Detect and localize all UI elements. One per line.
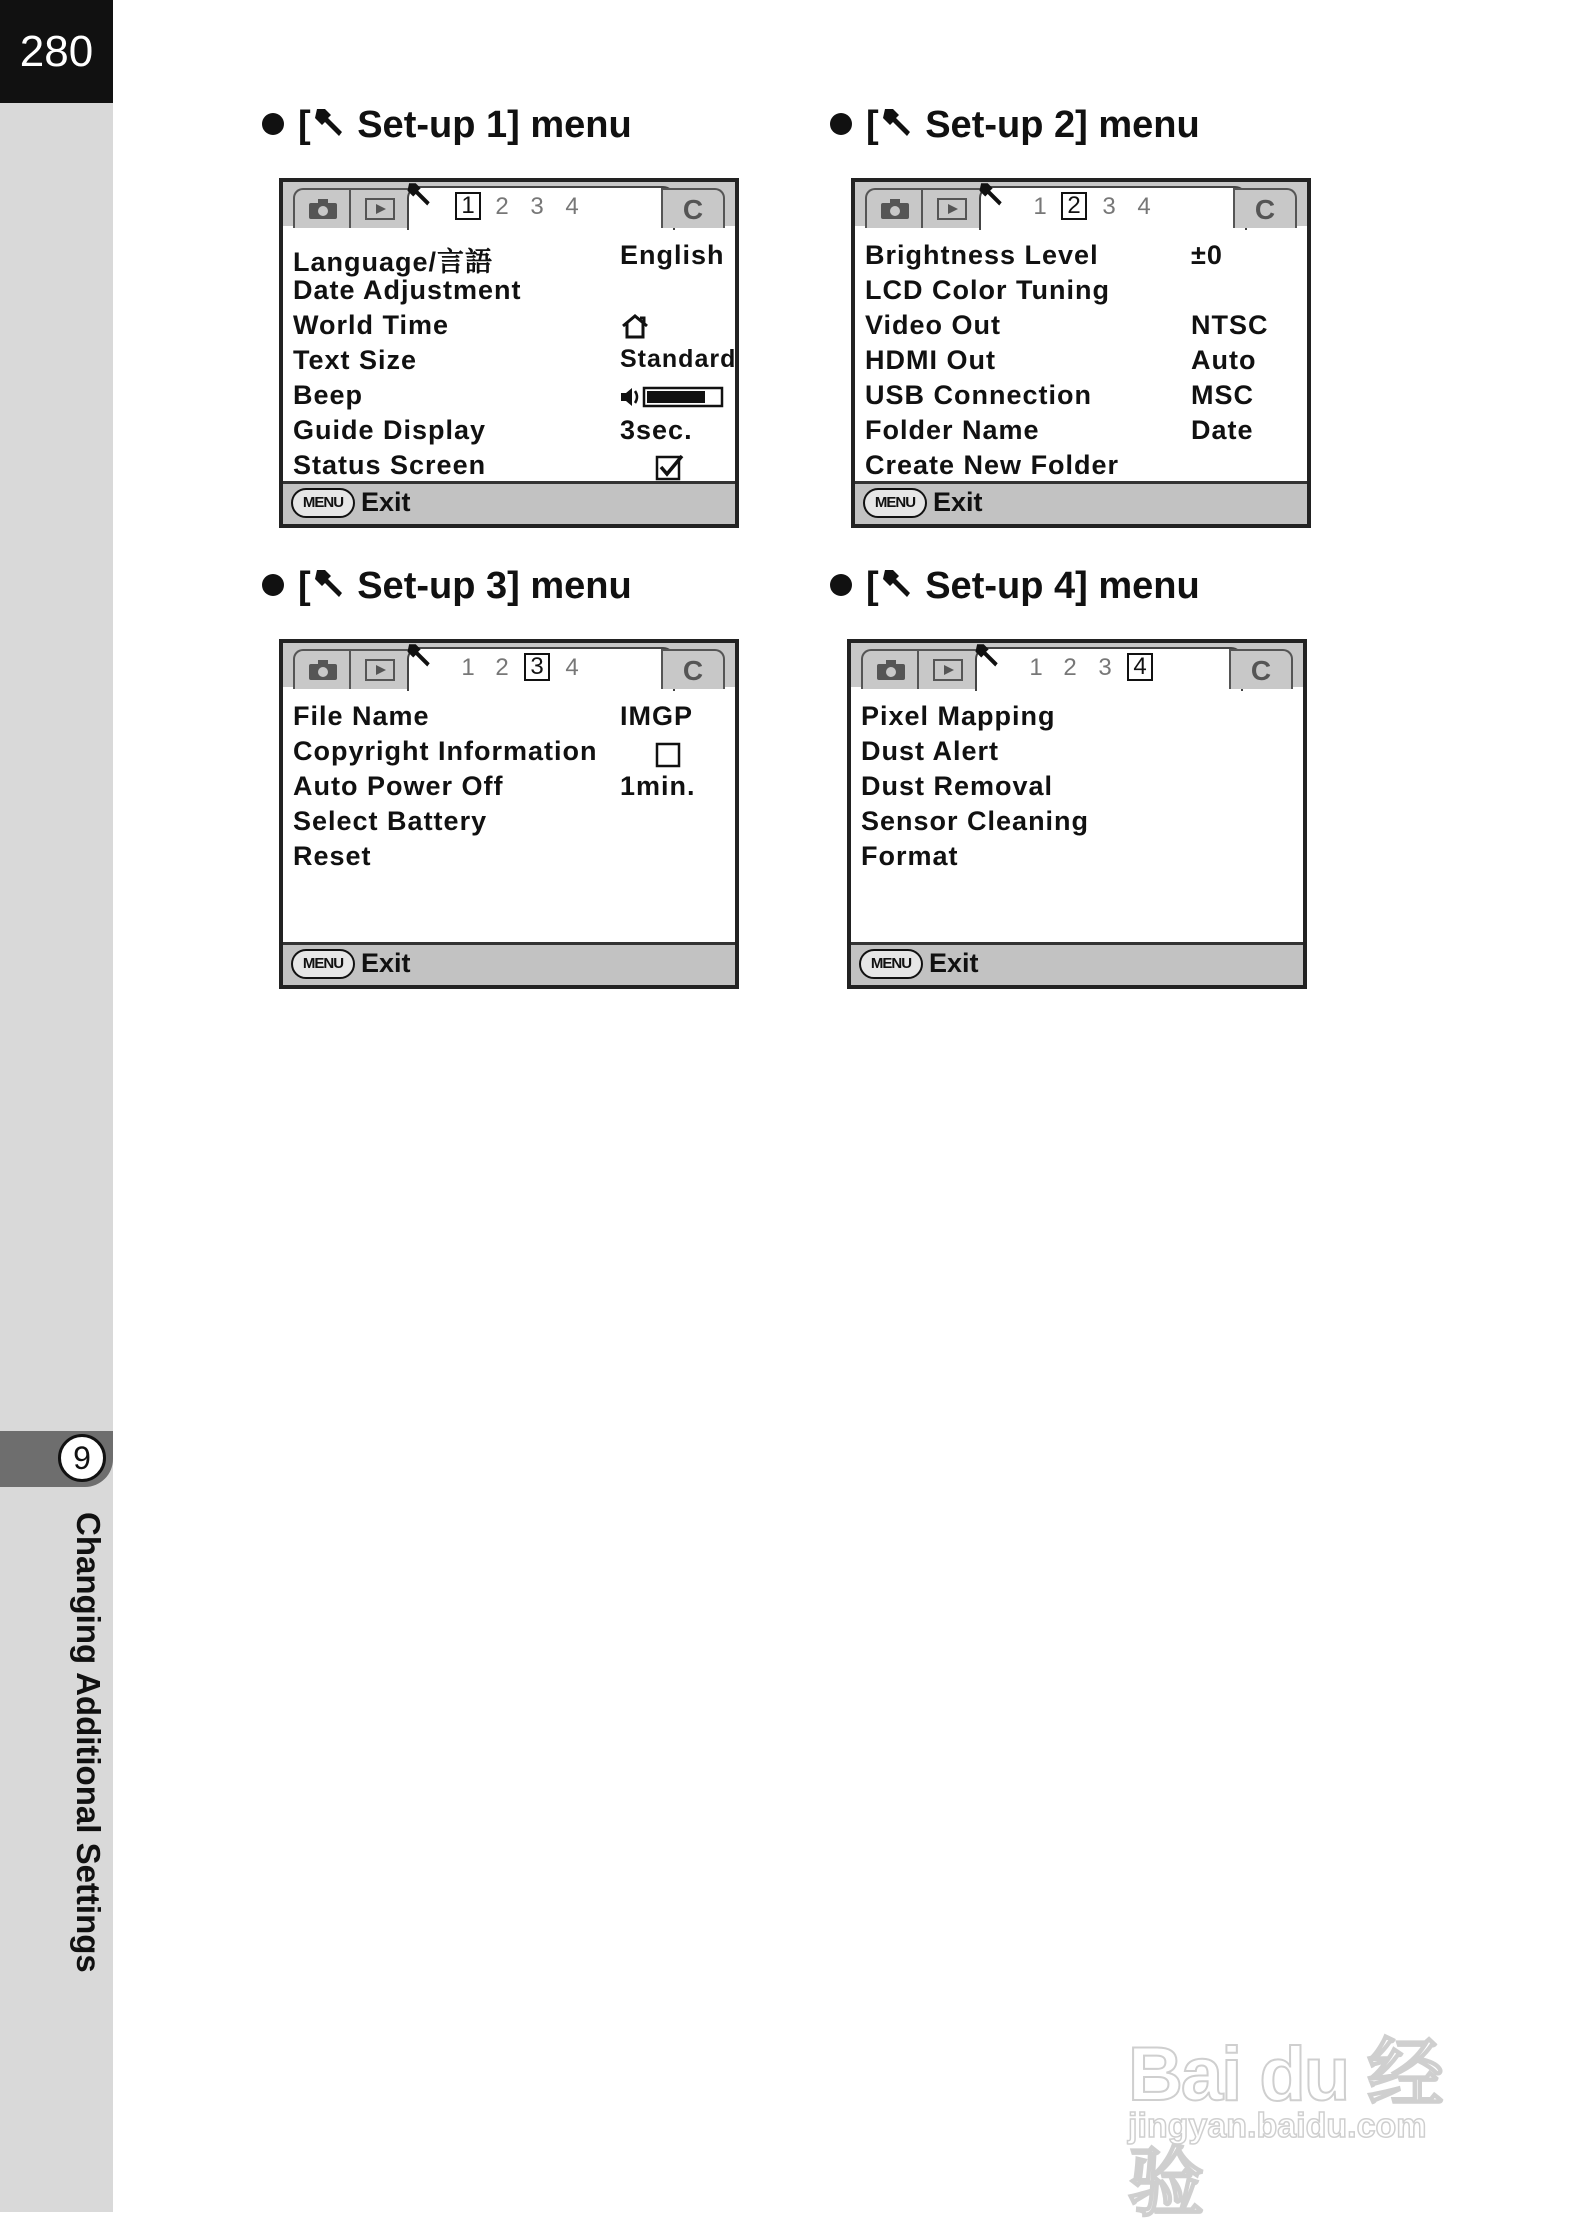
unchecked-checkbox-icon [655, 742, 681, 768]
bullet-icon [262, 574, 284, 596]
tab-custom[interactable]: C [1229, 649, 1293, 689]
page-tab-1[interactable]: 1 [455, 192, 481, 220]
checked-checkbox-icon [655, 453, 685, 481]
menu-item-create-new-folder[interactable]: Create New Folder [865, 450, 1120, 480]
page-tab-1[interactable]: 1 [1029, 654, 1043, 681]
page-tab-3[interactable]: 3 [524, 653, 550, 681]
menu-value-brightness-level: ±0 [1191, 240, 1223, 270]
exit-bar [855, 481, 1307, 524]
wrench-icon [879, 566, 915, 600]
menu-item-dust-alert[interactable]: Dust Alert [861, 736, 1000, 766]
menu-item-copyright-information[interactable]: Copyright Information [293, 736, 598, 766]
tab-setup[interactable] [407, 186, 675, 230]
tab-shooting[interactable] [293, 188, 353, 228]
page-tab-3[interactable]: 3 [1102, 193, 1116, 220]
menu-item-date-adjustment[interactable]: Date Adjustment [293, 275, 522, 305]
wrench-icon [972, 641, 1002, 669]
exit-label: Exit [929, 948, 979, 978]
wrench-icon [311, 566, 347, 600]
menu-value-file-name: IMGP [620, 701, 694, 731]
menu-value-folder-name: Date [1191, 415, 1254, 445]
tab-custom[interactable]: C [661, 649, 725, 689]
menu-item-dust-removal[interactable]: Dust Removal [861, 771, 1054, 801]
menu-item-video-out[interactable]: Video Out [865, 310, 1002, 340]
page-tab-1[interactable]: 1 [461, 654, 475, 681]
wrench-icon [976, 180, 1006, 208]
camera-icon [308, 198, 338, 220]
menu-item-brightness-level[interactable]: Brightness Level [865, 240, 1099, 270]
page-tab-4[interactable]: 4 [1137, 193, 1151, 220]
page-tab-4[interactable]: 4 [1127, 653, 1153, 681]
section-heading-setup-4: [ Set-up 4] menu [830, 565, 1200, 608]
chapter-number: 9 [58, 1434, 106, 1482]
home-icon [620, 313, 650, 339]
chapter-title: Changing Additional Settings [70, 1512, 107, 1973]
menu-value-video-out: NTSC [1191, 310, 1269, 340]
page-tab-2[interactable]: 2 [495, 193, 509, 220]
section-heading-setup-1: [ Set-up 1] menu [262, 104, 632, 147]
menu-item-reset[interactable]: Reset [293, 841, 372, 871]
menu-value-hdmi-out: Auto [1191, 345, 1257, 375]
menu-item-folder-name[interactable]: Folder Name [865, 415, 1040, 445]
menu-item-usb-connection[interactable]: USB Connection [865, 380, 1092, 410]
camera-icon [876, 659, 906, 681]
menu-item-file-name[interactable]: File Name [293, 701, 430, 731]
tab-setup[interactable] [975, 647, 1243, 691]
menu-value-text-size: Standard [620, 345, 737, 373]
playback-icon [937, 198, 967, 220]
watermark-url: jingyan.baidu.com [1128, 2107, 1427, 2145]
menu-item-status-screen[interactable]: Status Screen [293, 450, 487, 480]
menu-button[interactable]: MENU [859, 949, 923, 979]
menu-value-usb-connection: MSC [1191, 380, 1254, 410]
menu-item-format[interactable]: Format [861, 841, 959, 871]
page-tab-2[interactable]: 2 [1063, 654, 1077, 681]
tab-playback[interactable] [921, 188, 983, 228]
menu-tab-bar [283, 182, 735, 226]
menu-button[interactable]: MENU [291, 488, 355, 518]
menu-item-hdmi-out[interactable]: HDMI Out [865, 345, 996, 375]
menu-tab-bar [283, 643, 735, 687]
exit-bar [851, 942, 1303, 985]
page-tab-4[interactable]: 4 [565, 193, 579, 220]
menu-item-select-battery[interactable]: Select Battery [293, 806, 488, 836]
camera-icon [880, 198, 910, 220]
menu-item-sensor-cleaning[interactable]: Sensor Cleaning [861, 806, 1090, 836]
menu-item-beep[interactable]: Beep [293, 380, 364, 410]
playback-icon [933, 659, 963, 681]
tab-setup[interactable] [407, 647, 675, 691]
section-heading-setup-3: [ Set-up 3] menu [262, 565, 632, 608]
exit-label: Exit [933, 487, 983, 517]
menu-item-text-size[interactable]: Text Size [293, 345, 418, 375]
playback-icon [365, 659, 395, 681]
bullet-icon [262, 113, 284, 135]
page-tab-1[interactable]: 1 [1033, 193, 1047, 220]
bullet-icon [830, 574, 852, 596]
exit-bar [283, 942, 735, 985]
menu-item-world-time[interactable]: World Time [293, 310, 450, 340]
volume-level-icon [620, 385, 724, 409]
wrench-icon [311, 105, 347, 139]
tab-custom[interactable]: C [661, 188, 725, 228]
page-tab-4[interactable]: 4 [565, 654, 579, 681]
page-number: 280 [0, 0, 113, 103]
menu-item-language[interactable]: Language/言語 [293, 247, 494, 277]
page-tab-2[interactable]: 2 [495, 654, 509, 681]
menu-item-guide-display[interactable]: Guide Display [293, 415, 487, 445]
tab-playback[interactable] [349, 649, 411, 689]
tab-playback[interactable] [917, 649, 979, 689]
page-tab-3[interactable]: 3 [530, 193, 544, 220]
tab-playback[interactable] [349, 188, 411, 228]
watermark [1128, 1975, 1488, 2226]
setup-3-screen [279, 639, 739, 989]
menu-value-guide-display: 3sec. [620, 415, 693, 445]
watermark-logo: Bai du 经验 [1128, 2032, 1442, 2226]
section-heading-setup-2: [ Set-up 2] menu [830, 104, 1200, 147]
menu-button[interactable]: MENU [863, 488, 927, 518]
exit-label: Exit [361, 487, 411, 517]
menu-tab-bar [855, 182, 1307, 226]
menu-item-pixel-mapping[interactable]: Pixel Mapping [861, 701, 1056, 731]
page-tab-2[interactable]: 2 [1061, 192, 1087, 220]
exit-label: Exit [361, 948, 411, 978]
playback-icon [365, 198, 395, 220]
menu-item-lcd-color-tuning[interactable]: LCD Color Tuning [865, 275, 1110, 305]
setup-1-screen [279, 178, 739, 528]
tab-shooting[interactable] [861, 649, 921, 689]
tab-shooting[interactable] [865, 188, 925, 228]
page-tab-3[interactable]: 3 [1098, 654, 1112, 681]
menu-value-auto-power-off: 1min. [620, 771, 696, 801]
setup-4-screen [847, 639, 1307, 989]
tab-setup[interactable] [979, 186, 1247, 230]
wrench-icon [404, 180, 434, 208]
setup-2-screen [851, 178, 1311, 528]
bullet-icon [830, 113, 852, 135]
menu-tab-bar [851, 643, 1303, 687]
menu-button[interactable]: MENU [291, 949, 355, 979]
exit-bar [283, 481, 735, 524]
camera-icon [308, 659, 338, 681]
menu-item-auto-power-off[interactable]: Auto Power Off [293, 771, 504, 801]
menu-value-language: English [620, 240, 725, 270]
tab-shooting[interactable] [293, 649, 353, 689]
wrench-icon [879, 105, 915, 139]
tab-custom[interactable]: C [1233, 188, 1297, 228]
wrench-icon [404, 641, 434, 669]
